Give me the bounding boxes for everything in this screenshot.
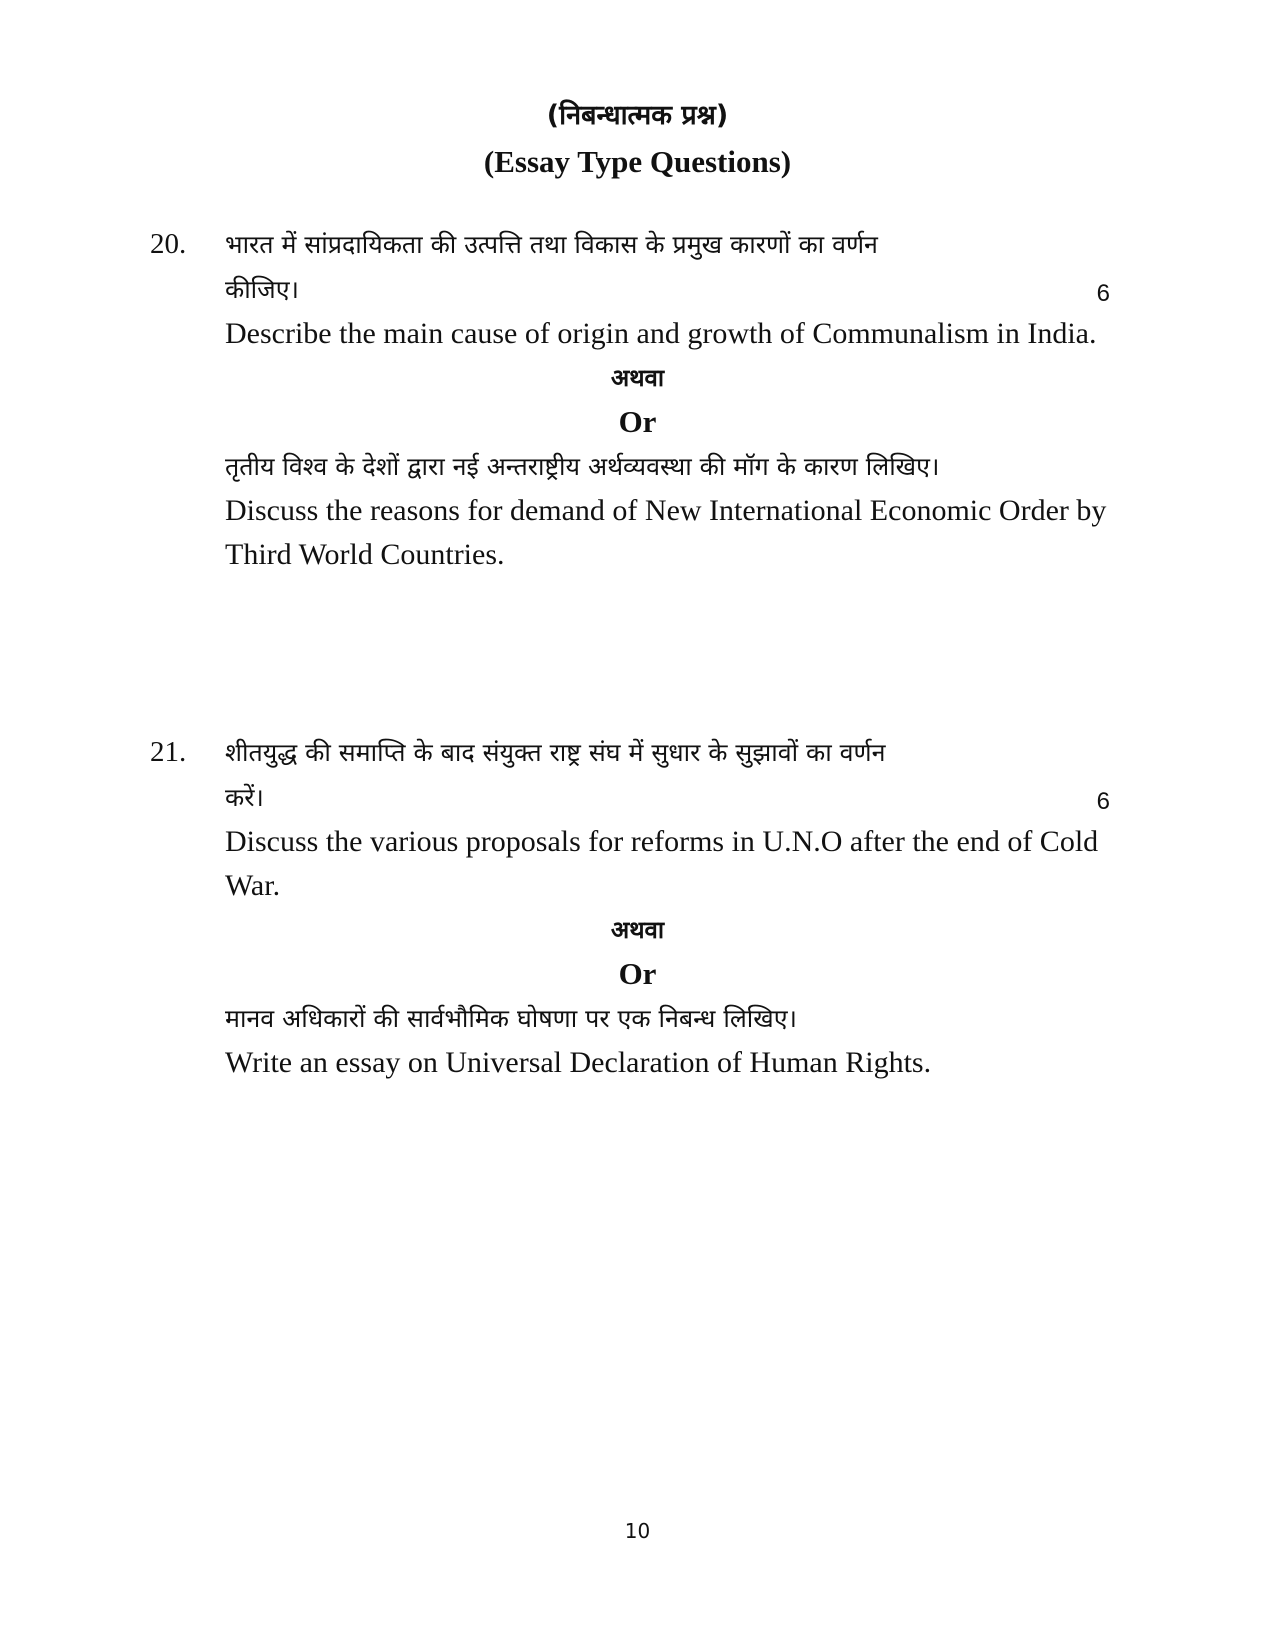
question-number: 20. xyxy=(150,228,187,260)
section-heading-english: (Essay Type Questions) xyxy=(483,144,792,179)
question-hindi-line1: भारत में सांप्रदायिकता की उत्पत्ति तथा विकास के प्रमुख कारणों का वर्णन xyxy=(225,230,878,259)
question-hindi-line1: शीतयुद्ध की समाप्ति के बाद संयुक्त राष्ट्र संघ में सुधार के सुझावों का वर्णन xyxy=(225,738,886,767)
question-hindi-line2-row xyxy=(225,775,1120,820)
alternative-question-english: Discuss the reasons for demand of New International Economic Order by Third World Countries. xyxy=(225,494,1107,571)
or-label-hindi: अथवा xyxy=(610,916,665,944)
question-hindi-line2-row xyxy=(225,267,1120,312)
question-body xyxy=(225,730,1120,1085)
question-english: Discuss the various proposals for reforms in U.N.O after the end of Cold War. xyxy=(225,825,1099,902)
question-english: Describe the main cause of origin and growth of Communalism in India. xyxy=(225,317,1097,350)
alternative-question-english: Write an essay on Universal Declaration of Human Rights. xyxy=(225,1046,932,1079)
question-number: 21. xyxy=(150,736,187,768)
or-label-english: Or xyxy=(618,956,657,991)
alternative-question-hindi: मानव अधिकारों की सार्वभौमिक घोषणा पर एक निबन्ध लिखिए। xyxy=(225,1004,798,1033)
or-label-hindi: अथवा xyxy=(610,364,665,392)
page-number: 10 xyxy=(624,1519,651,1543)
marks-label: 6 xyxy=(1096,280,1110,307)
alternative-question-hindi: तृतीय विश्व के देशों द्वारा नई अन्तराष्ट्रीय अर्थव्यवस्था की मॉग के कारण लिखिए। xyxy=(225,452,940,481)
question-body xyxy=(225,222,1120,577)
question-hindi-line2: करें। xyxy=(225,783,264,812)
marks-label: 6 xyxy=(1096,788,1110,815)
section-heading-hindi: (निबन्धात्मक प्रश्न) xyxy=(546,100,729,131)
question-hindi-line2: कीजिए। xyxy=(225,275,300,304)
or-label-english: Or xyxy=(618,404,657,439)
